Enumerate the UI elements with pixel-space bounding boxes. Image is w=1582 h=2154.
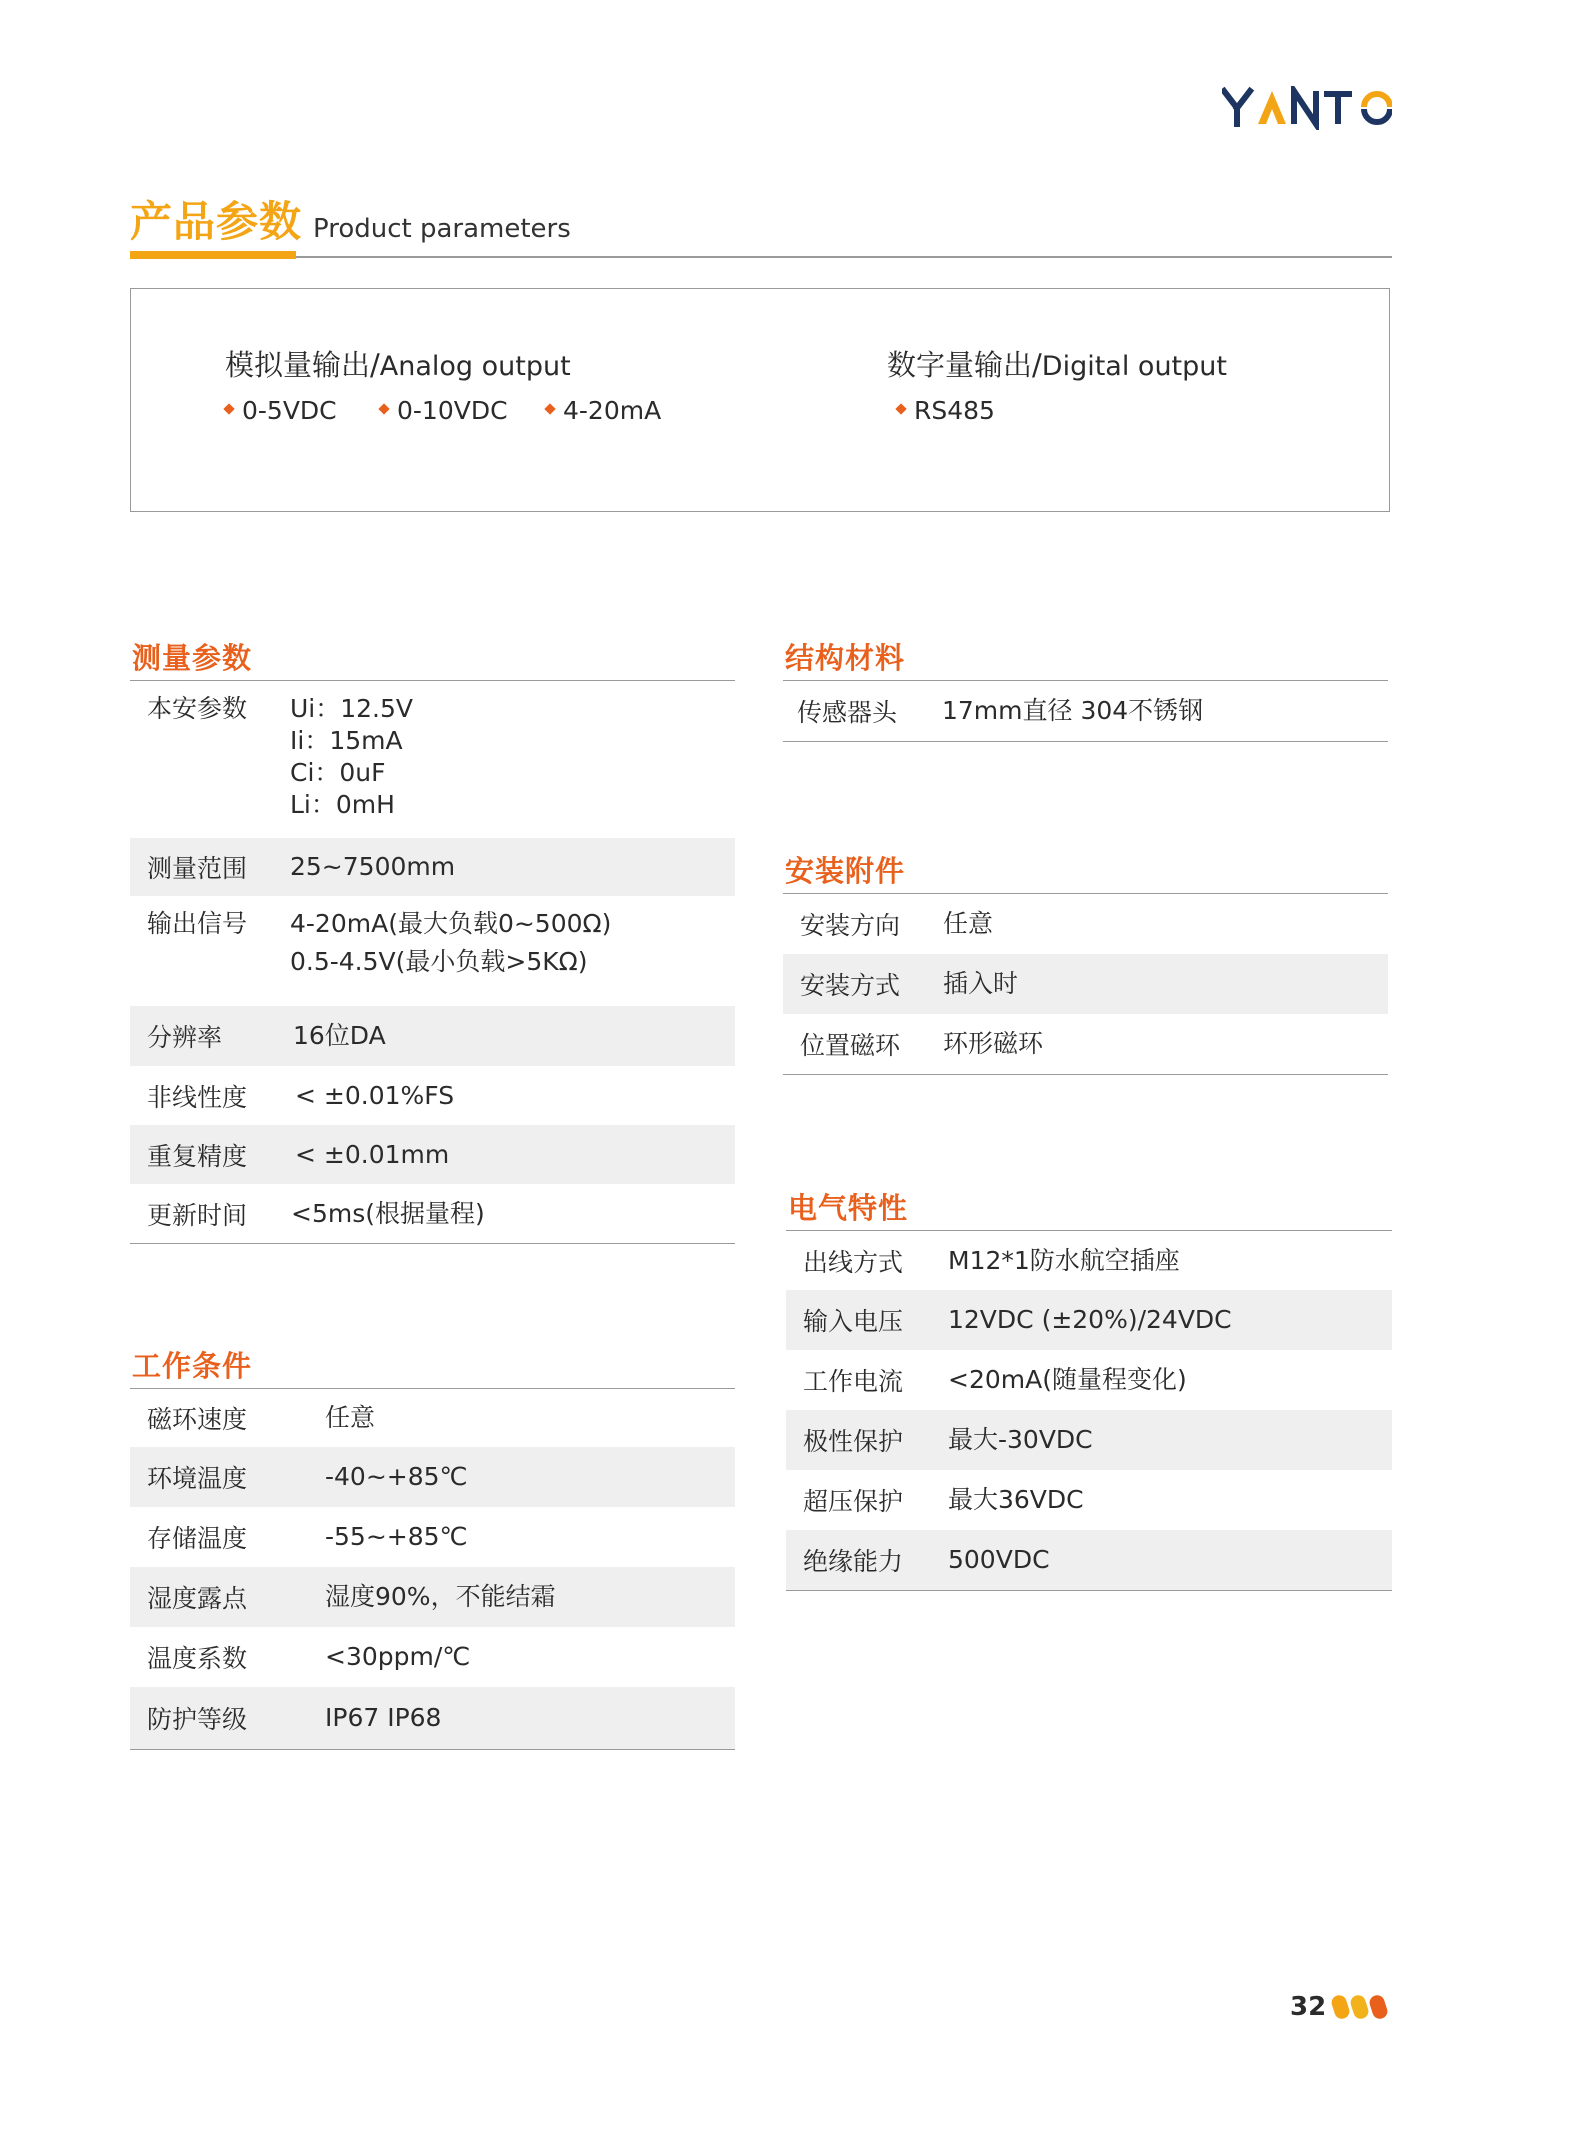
param-key: 非线性度 — [147, 1082, 248, 1112]
table-row — [130, 1447, 735, 1507]
param-key: 分辨率 — [147, 1023, 223, 1052]
param-key: 输入电压 — [803, 1307, 904, 1336]
param-value-line: Ci：0uF — [290, 758, 386, 787]
measurement-table — [130, 681, 735, 1244]
table-row — [130, 1687, 735, 1749]
table-row — [130, 896, 735, 1006]
table-row — [786, 1350, 1392, 1410]
param-value: 17mm直径 304不锈钢 — [942, 696, 1204, 725]
yanto-logo — [1222, 86, 1392, 130]
param-value — [290, 908, 611, 978]
param-value: <30ppm/℃ — [325, 1642, 471, 1671]
param-key: 本安参数 — [147, 694, 248, 723]
param-key: 环境温度 — [147, 1464, 248, 1493]
table-row — [130, 1066, 735, 1125]
structure-section — [783, 640, 1388, 742]
digital-output-title — [887, 347, 1227, 385]
param-value: 500VDC — [948, 1545, 1050, 1574]
param-key: 重复精度 — [147, 1141, 248, 1171]
param-value — [290, 693, 413, 821]
param-key: 极性保护 — [803, 1427, 904, 1456]
structure-table — [783, 681, 1388, 742]
param-value: < ±0.01%FS — [295, 1080, 455, 1110]
param-value: 25~7500mm — [290, 852, 456, 881]
table-row — [783, 894, 1388, 954]
table-row — [130, 1006, 735, 1066]
param-key: 工作电流 — [803, 1367, 904, 1396]
analog-item-label: 0-10VDC — [397, 396, 508, 425]
param-key: 测量范围 — [147, 854, 248, 883]
param-value: <20mA(随量程变化) — [948, 1365, 1187, 1394]
diamond-bullet-icon — [378, 403, 389, 414]
analog-item — [380, 395, 508, 427]
param-value: <5ms(根据量程) — [291, 1198, 485, 1228]
param-value-line: Ui：12.5V — [290, 694, 414, 723]
param-key: 存储温度 — [147, 1524, 248, 1553]
param-key: 传感器头 — [797, 698, 898, 727]
table-row — [786, 1530, 1392, 1590]
table-row — [130, 1125, 735, 1184]
param-value: IP67 IP68 — [325, 1703, 442, 1732]
param-key: 绝缘能力 — [803, 1547, 904, 1576]
digital-item-label: RS485 — [914, 396, 995, 425]
param-value: 16位DA — [293, 1021, 386, 1050]
heading-title-cn: 产品参数 — [130, 197, 303, 246]
param-value: 任意 — [943, 909, 994, 938]
page-number: 32 — [1290, 1992, 1327, 2022]
param-key: 位置磁环 — [800, 1031, 901, 1060]
param-key: 更新时间 — [147, 1200, 248, 1230]
table-row — [130, 838, 735, 896]
working-conditions-table — [130, 1389, 735, 1750]
param-key: 防护等级 — [147, 1705, 248, 1734]
table-row — [786, 1470, 1392, 1530]
param-value: 环形磁环 — [943, 1029, 1044, 1058]
param-key: 超压保护 — [803, 1487, 904, 1516]
param-key: 安装方向 — [800, 911, 901, 940]
param-value-line: 0.5-4.5V(最小负载>5KΩ) — [290, 947, 588, 976]
heading-underline — [130, 251, 296, 259]
param-value: 任意 — [325, 1403, 376, 1432]
table-row — [783, 1014, 1388, 1074]
param-value: -55~+85℃ — [325, 1522, 468, 1551]
measurement-title: 测量参数 — [132, 641, 253, 675]
table-row — [783, 954, 1388, 1014]
electrical-table — [786, 1231, 1392, 1591]
accessories-section — [783, 853, 1388, 1075]
table-row — [786, 1231, 1392, 1290]
param-value: 12VDC (±20%)/24VDC — [948, 1305, 1232, 1334]
digital-title-cn: 数字量输出/ — [887, 348, 1042, 382]
diamond-bullet-icon — [223, 403, 234, 414]
measurement-section — [130, 640, 735, 1244]
param-value: M12*1防水航空插座 — [948, 1245, 1180, 1275]
analog-title-en: Analog output — [379, 351, 571, 382]
analog-output-title — [225, 347, 571, 385]
accessories-title: 安装附件 — [785, 854, 906, 888]
digital-title-en: Digital output — [1041, 351, 1227, 382]
param-value: 插入时 — [943, 969, 1019, 998]
table-row — [130, 1389, 735, 1447]
diamond-bullet-icon — [895, 403, 906, 414]
param-value-line: Ii：15mA — [290, 726, 403, 755]
table-row — [130, 1184, 735, 1243]
working-conditions-section — [130, 1348, 735, 1750]
digital-output-group — [887, 347, 1227, 429]
analog-item-label: 4-20mA — [563, 396, 662, 425]
diamond-bullet-icon — [544, 403, 555, 414]
structure-title: 结构材料 — [785, 641, 906, 675]
analog-item — [546, 395, 661, 427]
param-value: 最大36VDC — [948, 1485, 1084, 1514]
table-row — [130, 1567, 735, 1627]
param-key: 湿度露点 — [147, 1584, 248, 1613]
analog-item-label: 0-5VDC — [242, 396, 337, 425]
analog-output-group — [225, 347, 662, 429]
heading-title-en: Product parameters — [313, 214, 571, 244]
analog-title-cn: 模拟量输出/ — [225, 348, 380, 382]
param-value: 湿度90%，不能结霜 — [325, 1582, 556, 1611]
page-heading — [130, 196, 1392, 258]
param-key: 出线方式 — [803, 1247, 904, 1277]
param-key: 磁环速度 — [147, 1405, 248, 1434]
table-row — [130, 1507, 735, 1567]
param-value: 最大-30VDC — [948, 1425, 1093, 1454]
page-decoration-icon — [1331, 1993, 1393, 2025]
electrical-section — [786, 1190, 1392, 1591]
param-value-line: 4-20mA(最大负载0~500Ω) — [290, 909, 612, 938]
table-row — [786, 1290, 1392, 1350]
table-row — [783, 681, 1388, 741]
param-value: -40~+85℃ — [325, 1462, 468, 1491]
table-row — [130, 1627, 735, 1687]
digital-item — [897, 395, 995, 427]
param-value: < ±0.01mm — [295, 1139, 450, 1169]
accessories-table — [783, 894, 1388, 1075]
output-types-box — [130, 288, 1390, 512]
param-key: 安装方式 — [800, 971, 901, 1000]
param-key: 输出信号 — [147, 909, 248, 938]
param-key: 温度系数 — [147, 1644, 248, 1673]
electrical-title: 电气特性 — [788, 1191, 909, 1225]
table-row — [786, 1410, 1392, 1470]
working-conditions-title: 工作条件 — [132, 1349, 253, 1383]
analog-item — [225, 395, 337, 427]
table-row — [130, 681, 735, 838]
param-value-line: Li：0mH — [290, 790, 395, 819]
